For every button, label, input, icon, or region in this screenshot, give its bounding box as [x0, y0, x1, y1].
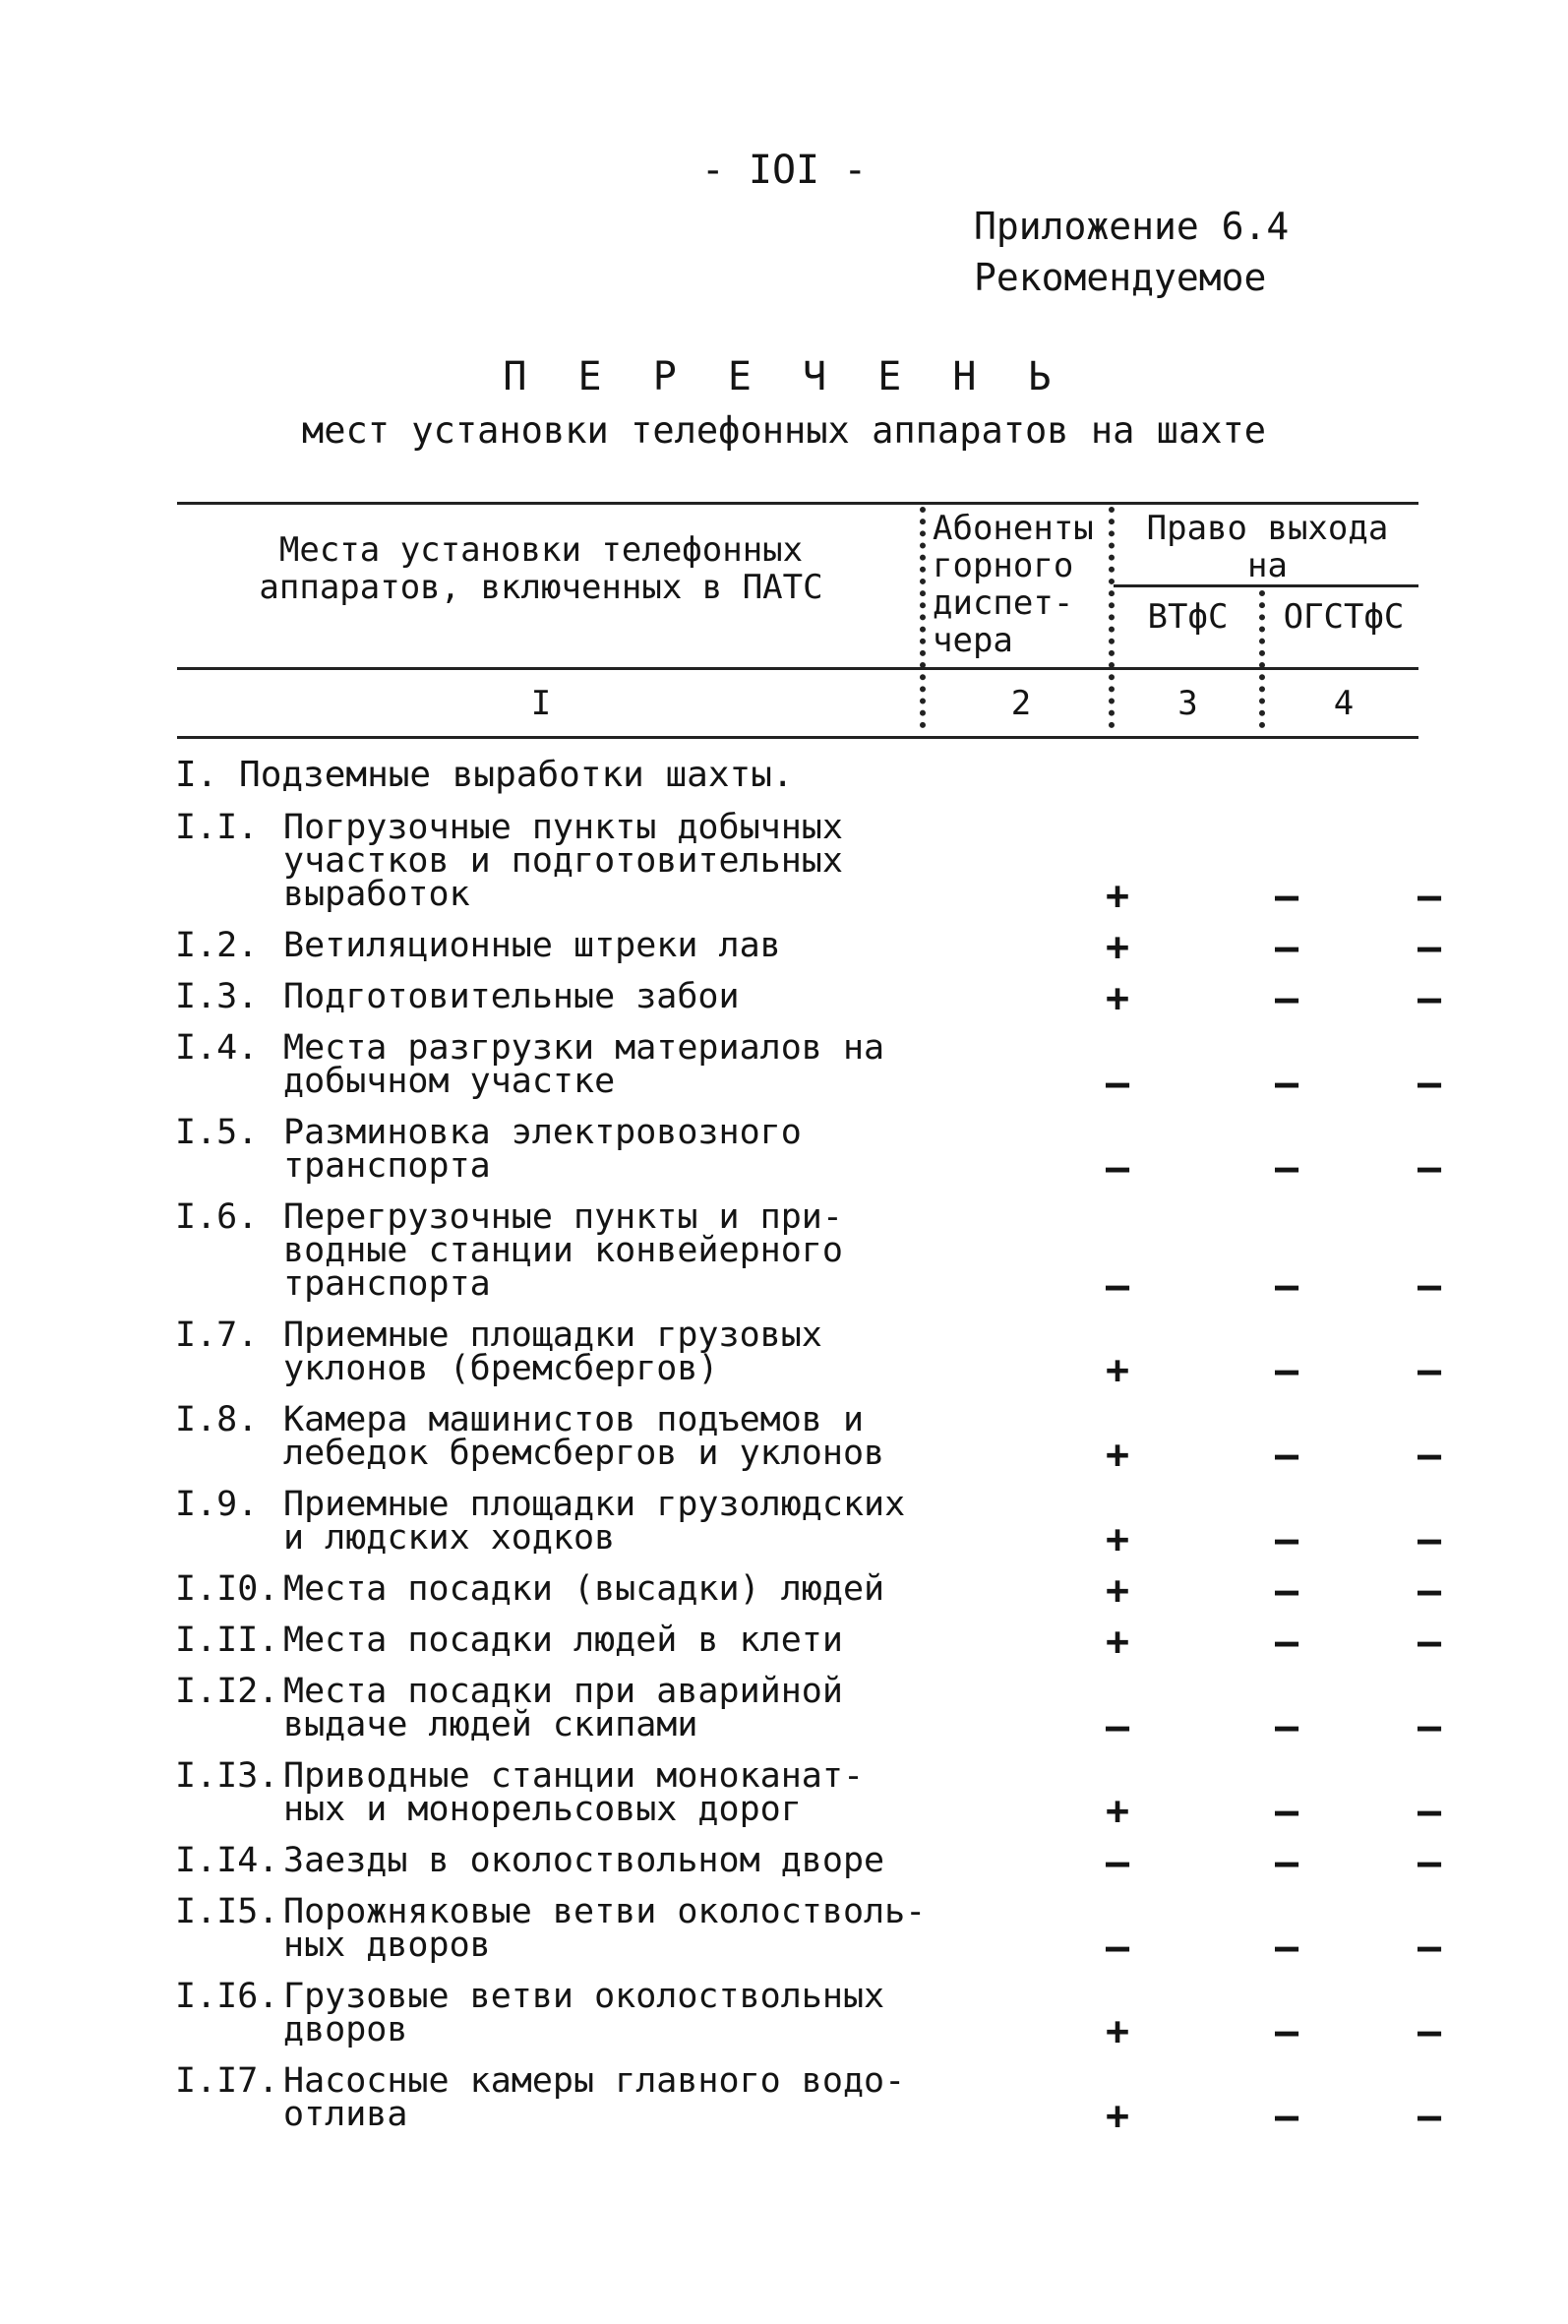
mark-ogstfs: – — [1417, 874, 1442, 919]
row-marks — [942, 1263, 1454, 1309]
table-row — [175, 1485, 1454, 1562]
header-ogstfs: ОГСТфС — [1283, 597, 1405, 637]
mark-ogstfs: – — [1417, 2094, 1442, 2139]
row-place: Погрузочные пункты добычных участков и подготовительных выработок — [283, 808, 843, 914]
mark-subscriber: + — [1105, 976, 1130, 1021]
mark-vtfs: – — [1274, 1517, 1299, 1562]
row-number: I.I5. — [175, 1892, 279, 1931]
mark-subscriber: – — [1105, 1061, 1130, 1106]
mark-subscriber: + — [1105, 1348, 1130, 1393]
mark-subscriber: – — [1105, 1840, 1130, 1885]
row-place: Перегрузочные пункты и при- водные станции конвейерного транспорта — [283, 1197, 843, 1304]
mark-vtfs: – — [1274, 2009, 1299, 2054]
row-place: Разминовка электровозного транспорта — [283, 1113, 802, 1186]
column-number: 2 — [1010, 684, 1032, 723]
column-number: 4 — [1333, 684, 1355, 723]
mark-vtfs: – — [1274, 1568, 1299, 1614]
table-row — [175, 1028, 1454, 1106]
mark-vtfs: – — [1274, 1789, 1299, 1834]
mark-ogstfs: – — [1417, 1348, 1442, 1393]
row-place: Приводные станции моноканат- ных и монорельсовых дорог — [283, 1756, 865, 1829]
table-row — [175, 1197, 1454, 1309]
mark-subscriber: + — [1105, 2009, 1130, 2054]
table-row — [175, 808, 1454, 919]
mark-ogstfs: – — [1417, 1925, 1442, 1970]
table-row — [175, 2061, 1454, 2139]
row-number: I.9. — [175, 1485, 259, 1524]
column-divider — [1259, 590, 1265, 728]
mark-vtfs: – — [1274, 1061, 1299, 1106]
row-place: Насосные камеры главного водо- отлива — [283, 2061, 906, 2134]
mark-vtfs: – — [1274, 976, 1299, 1021]
mark-vtfs: – — [1274, 1348, 1299, 1393]
mark-vtfs: – — [1274, 1433, 1299, 1478]
row-number: I.I6. — [175, 1977, 279, 2016]
mark-subscriber: + — [1105, 2094, 1130, 2139]
mark-subscriber: + — [1105, 1620, 1130, 1665]
mark-ogstfs: – — [1417, 925, 1442, 970]
header-exit-right: Право выхода на — [1146, 509, 1389, 585]
row-marks — [942, 1925, 1454, 1970]
row-marks — [942, 1348, 1454, 1393]
document-subtitle: мест установки телефонных аппаратов на шахте — [301, 409, 1267, 452]
mark-ogstfs: – — [1417, 1789, 1442, 1834]
table-row — [175, 976, 1454, 1021]
row-marks — [942, 874, 1454, 919]
header-places: Места установки телефонных аппаратов, включенных в ПАТС — [259, 530, 823, 607]
table-row — [175, 1620, 1454, 1665]
mark-subscriber: – — [1105, 1263, 1130, 1309]
row-place: Подготовительные забои — [283, 977, 740, 1016]
row-number: I.3. — [175, 977, 259, 1016]
mark-vtfs: – — [1274, 1925, 1299, 1970]
mark-vtfs: – — [1274, 874, 1299, 919]
row-number: I.I7. — [175, 2061, 279, 2101]
mark-subscriber: + — [1105, 874, 1130, 919]
row-number: I.5. — [175, 1113, 259, 1152]
table-row — [175, 1840, 1454, 1885]
row-place: Заезды в околоствольном дворе — [283, 1841, 885, 1880]
mark-subscriber: – — [1105, 1925, 1130, 1970]
table-top-rule — [177, 502, 1418, 505]
row-place: Приемные площадки грузовых уклонов (бремсбергов) — [283, 1315, 822, 1388]
row-marks — [942, 2094, 1454, 2139]
mark-ogstfs: – — [1417, 1568, 1442, 1614]
table-row — [175, 1672, 1454, 1749]
row-marks — [942, 1704, 1454, 1749]
row-list — [175, 808, 1454, 2139]
header-vtfs: ВТфС — [1147, 597, 1229, 637]
mark-vtfs: – — [1274, 1263, 1299, 1309]
row-number: I.7. — [175, 1315, 259, 1355]
header-bottom-rule — [177, 667, 1418, 670]
document-title: П Е Р Е Ч Е Н Ь — [503, 354, 1065, 399]
mark-ogstfs: – — [1417, 1517, 1442, 1562]
column-number: I — [530, 684, 552, 723]
mark-vtfs: – — [1274, 1840, 1299, 1885]
column-number: 3 — [1177, 684, 1198, 723]
table-row — [175, 925, 1454, 970]
mark-subscriber: + — [1105, 1568, 1130, 1614]
row-number: I.I2. — [175, 1672, 279, 1711]
row-place: Камера машинистов подъемов и лебедок бремсбергов и уклонов — [283, 1400, 885, 1473]
mark-ogstfs: – — [1417, 1704, 1442, 1749]
row-marks — [942, 1840, 1454, 1885]
mark-vtfs: – — [1274, 1620, 1299, 1665]
row-number: I.4. — [175, 1028, 259, 1068]
row-marks — [942, 1620, 1454, 1665]
row-place: Грузовые ветви околоствольных дворов — [283, 1977, 885, 2049]
row-place: Места посадки при аварийной выдаче людей скипами — [283, 1672, 843, 1744]
row-marks — [942, 1433, 1454, 1478]
header-subscribers: Абоненты горного диспет- чера — [933, 509, 1094, 660]
row-number: I.I. — [175, 808, 259, 847]
row-place: Порожняковые ветви околостволь- ных дворов — [283, 1892, 927, 1965]
row-number: I.I0. — [175, 1569, 279, 1609]
mark-vtfs: – — [1274, 2094, 1299, 2139]
mark-vtfs: – — [1274, 1704, 1299, 1749]
row-marks — [942, 976, 1454, 1021]
mark-subscriber: + — [1105, 1517, 1130, 1562]
mark-ogstfs: – — [1417, 1840, 1442, 1885]
appendix-status: Рекомендуемое — [974, 256, 1267, 299]
table-row — [175, 1977, 1454, 2054]
row-place: Места разгрузки материалов на добычном участке — [283, 1028, 885, 1101]
mark-subscriber: + — [1105, 1789, 1130, 1834]
mark-subscriber: + — [1105, 925, 1130, 970]
mark-ogstfs: – — [1417, 976, 1442, 1021]
mark-ogstfs: – — [1417, 1145, 1442, 1191]
section-heading: I. Подземные выработки шахты. — [175, 755, 794, 795]
row-marks — [942, 1061, 1454, 1106]
row-place: Места посадки (высадки) людей — [283, 1569, 885, 1609]
row-place: Приемные площадки грузолюдских и людских ходков — [283, 1485, 906, 1558]
row-number: I.8. — [175, 1400, 259, 1439]
table-row — [175, 1400, 1454, 1478]
row-place: Ветиляционные штреки лав — [283, 926, 781, 965]
mark-ogstfs: – — [1417, 1061, 1442, 1106]
numbers-bottom-rule — [177, 736, 1418, 739]
row-number: I.I4. — [175, 1841, 279, 1880]
mark-ogstfs: – — [1417, 1620, 1442, 1665]
row-number: I.I3. — [175, 1756, 279, 1796]
table-row — [175, 1113, 1454, 1191]
mark-subscriber: – — [1105, 1145, 1130, 1191]
row-number: I.6. — [175, 1197, 259, 1237]
row-marks — [942, 1568, 1454, 1614]
row-marks — [942, 925, 1454, 970]
row-number: I.II. — [175, 1621, 279, 1660]
row-marks — [942, 1517, 1454, 1562]
row-number: I.2. — [175, 926, 259, 965]
mark-subscriber: + — [1105, 1433, 1130, 1478]
page-number: - IOI - — [700, 148, 868, 193]
table-row — [175, 1892, 1454, 1970]
mark-vtfs: – — [1274, 1145, 1299, 1191]
mark-ogstfs: – — [1417, 1263, 1442, 1309]
row-marks — [942, 2009, 1454, 2054]
column-divider — [920, 507, 926, 728]
mark-subscriber: – — [1105, 1704, 1130, 1749]
mark-vtfs: – — [1274, 925, 1299, 970]
table-row — [175, 1315, 1454, 1393]
mark-ogstfs: – — [1417, 1433, 1442, 1478]
row-marks — [942, 1789, 1454, 1834]
table-body — [175, 755, 1454, 2149]
table-row — [175, 1756, 1454, 1834]
mark-ogstfs: – — [1417, 2009, 1442, 2054]
row-place: Места посадки людей в клети — [283, 1621, 843, 1660]
table-row — [175, 1568, 1454, 1614]
appendix-label: Приложение 6.4 — [974, 205, 1290, 248]
row-marks — [942, 1145, 1454, 1191]
